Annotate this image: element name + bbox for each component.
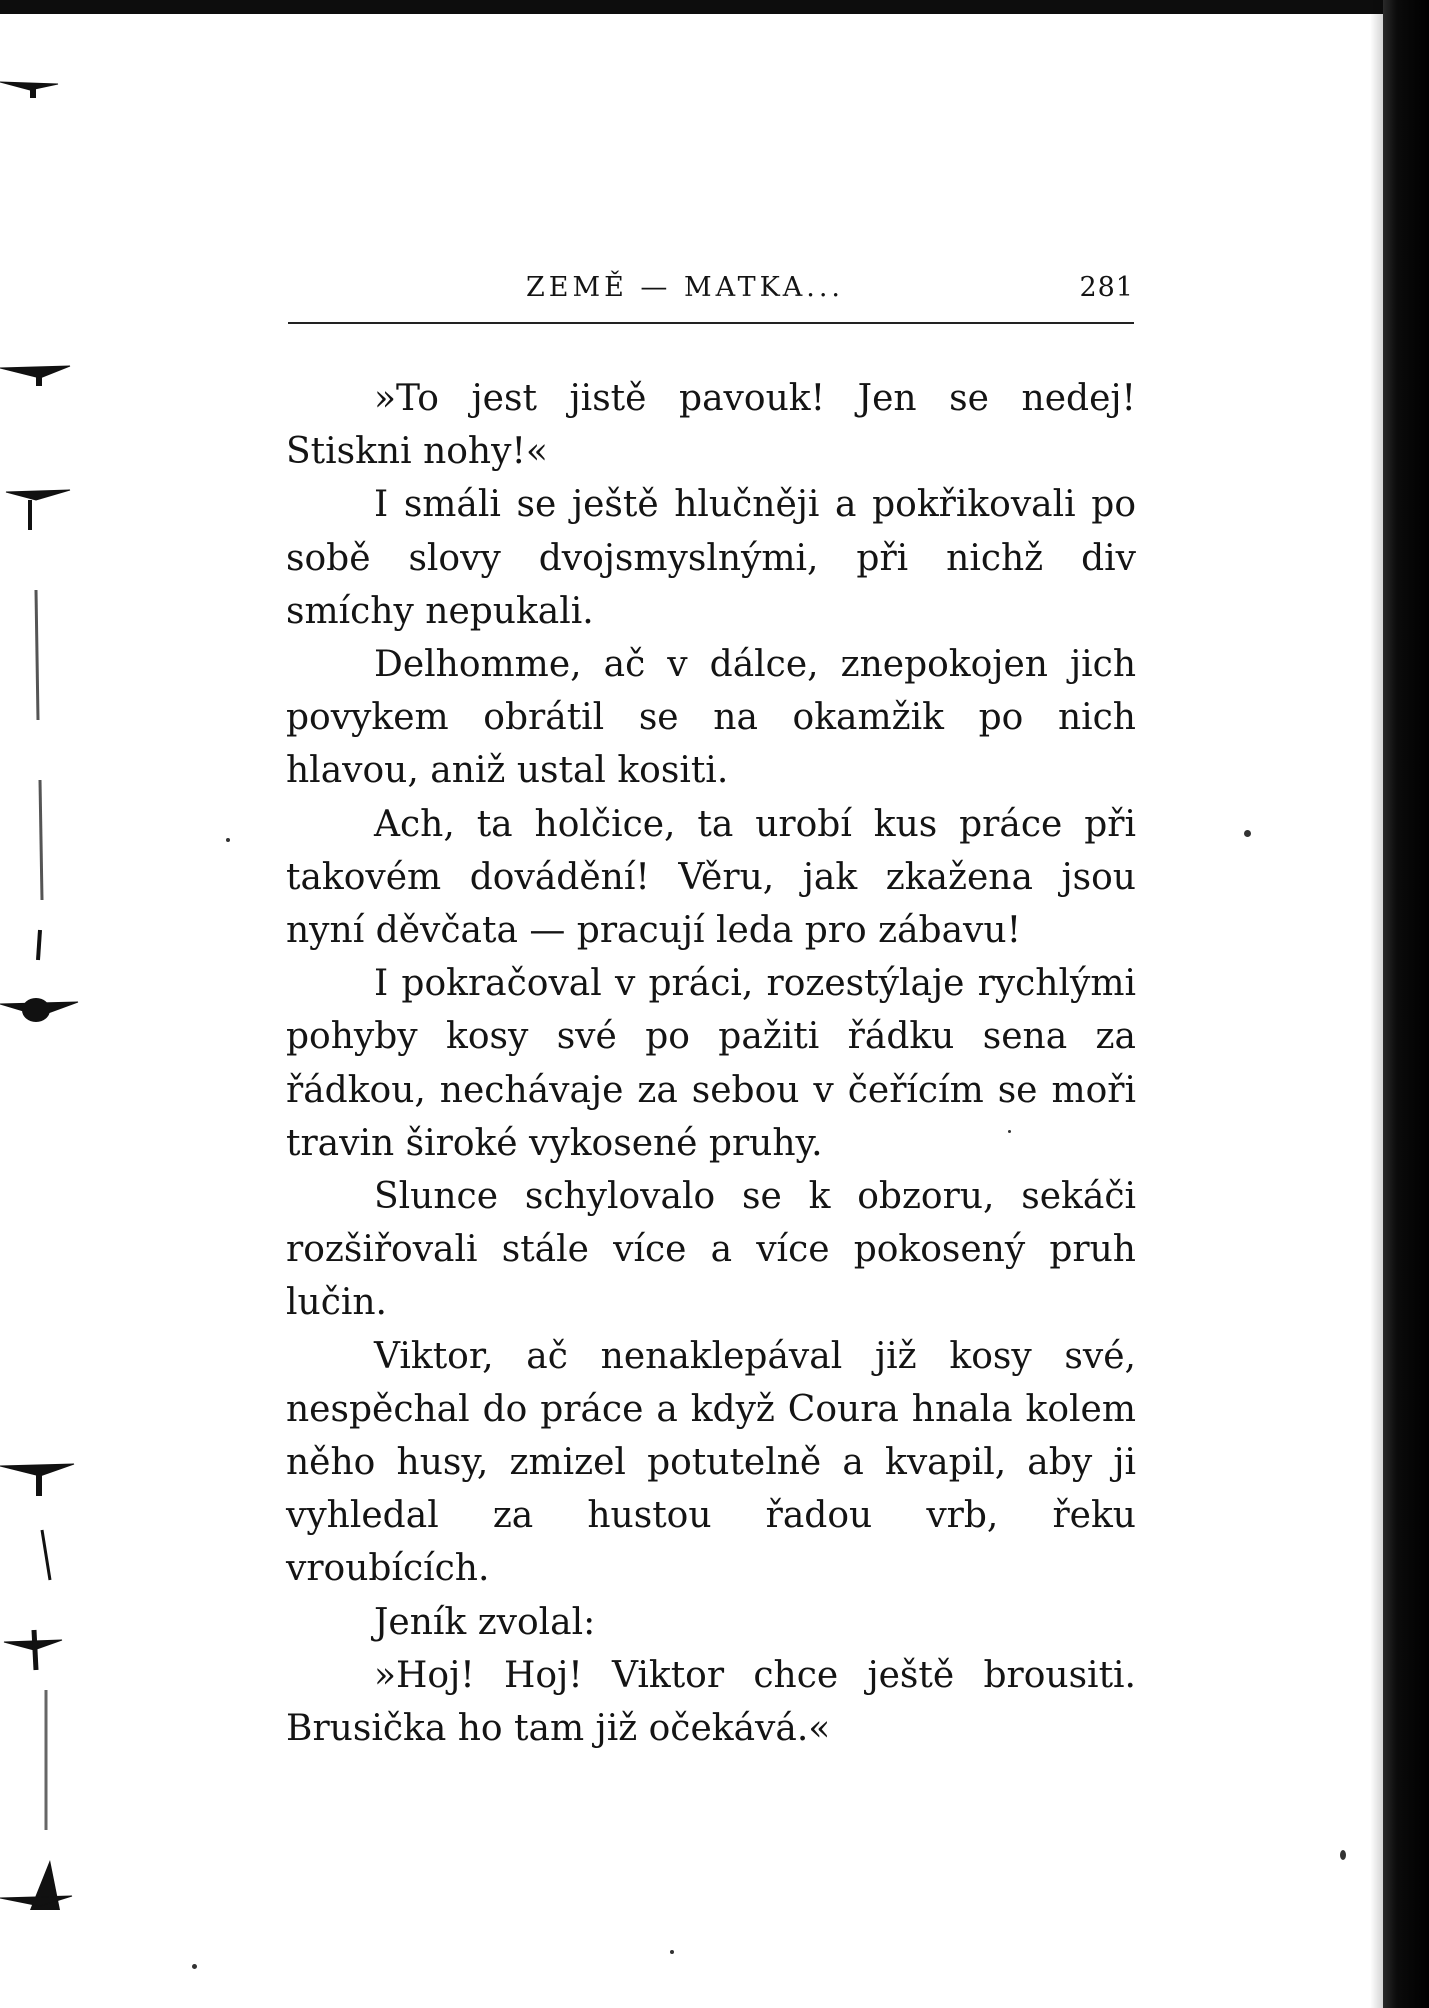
paper-speck [1340,1850,1346,1860]
paper-speck [226,838,230,842]
paper-speck [1244,830,1251,837]
binding-thread [36,590,38,720]
stitch-mark [38,930,40,960]
paragraph: »Hoj! Hoj! Viktor chce ještě brousiti. Brusička ho tam již očekává.« [286,1654,1136,1750]
stitch-mark [30,84,36,98]
paper-speck [192,1964,197,1969]
paragraph: Slunce schylovalo se k obzoru, sekáči rozšiřovali stále více a více pokosený pruh lučin. [286,1176,1136,1324]
stitch-mark [0,82,58,90]
running-head-title: ZEMĚ — MATKA... [526,272,844,303]
paragraph: Delhomme, ač v dálce, znepokojen jich povykem obrátil se na okamžik po nich hlavou, aniž ustal kositi. [286,644,1136,792]
header-rule [288,322,1134,324]
scan-right-edge [1383,0,1429,2008]
stitch-mark [36,1470,42,1496]
body-text [286,372,1136,1755]
binding-thread [40,780,42,900]
paragraph: I smáli se ještě hlučněji a pokřikovali po sobě slovy dvojsmyslnými, při nichž div smíchy nepukali. [286,484,1136,632]
paper-speck [670,1950,674,1954]
paragraph: Ach, ta holčice, ta urobí kus práce při takovém dovádění! Věru, jak zkažena jsou nyní děvčata — pracují leda pro zábavu! [286,803,1136,952]
stitch-mark [6,490,70,500]
paper-speck [1008,1130,1011,1133]
stitch-mark [0,366,70,378]
stitch-mark [22,998,50,1022]
stitch-mark [0,1896,72,1906]
paragraph: Viktor, ač nenaklepával již kosy své, nespěchal do práce a když Coura hnala kolem něho husy, zmizel potutelně a kvapil, aby ji vyhledal za hustou řadou vrb, řeku vroubících. [286,1335,1136,1590]
stitch-mark [36,368,42,386]
running-head [288,272,1134,312]
paragraph: I pokračoval v práci, rozestýlaje rychlými pohyby kosy své po pažiti řádku sena za řádkou, nechávaje za sebou v čeřícím se moři travin široké vykosené pruhy. [286,963,1136,1164]
page-number: 281 [1079,272,1134,303]
binding-stitch-marks [0,0,80,2008]
paragraph: »To jest jistě pavouk! Jen se nedej! Stiskni nohy!« [286,378,1136,473]
page-curl-shadow [1370,0,1384,2008]
stitch-mark [34,1630,36,1670]
paragraph: Jeník zvolal: [374,1601,596,1643]
scan-top-edge [0,0,1429,14]
binding-edge [0,0,80,2008]
stitch-mark [42,1530,50,1580]
